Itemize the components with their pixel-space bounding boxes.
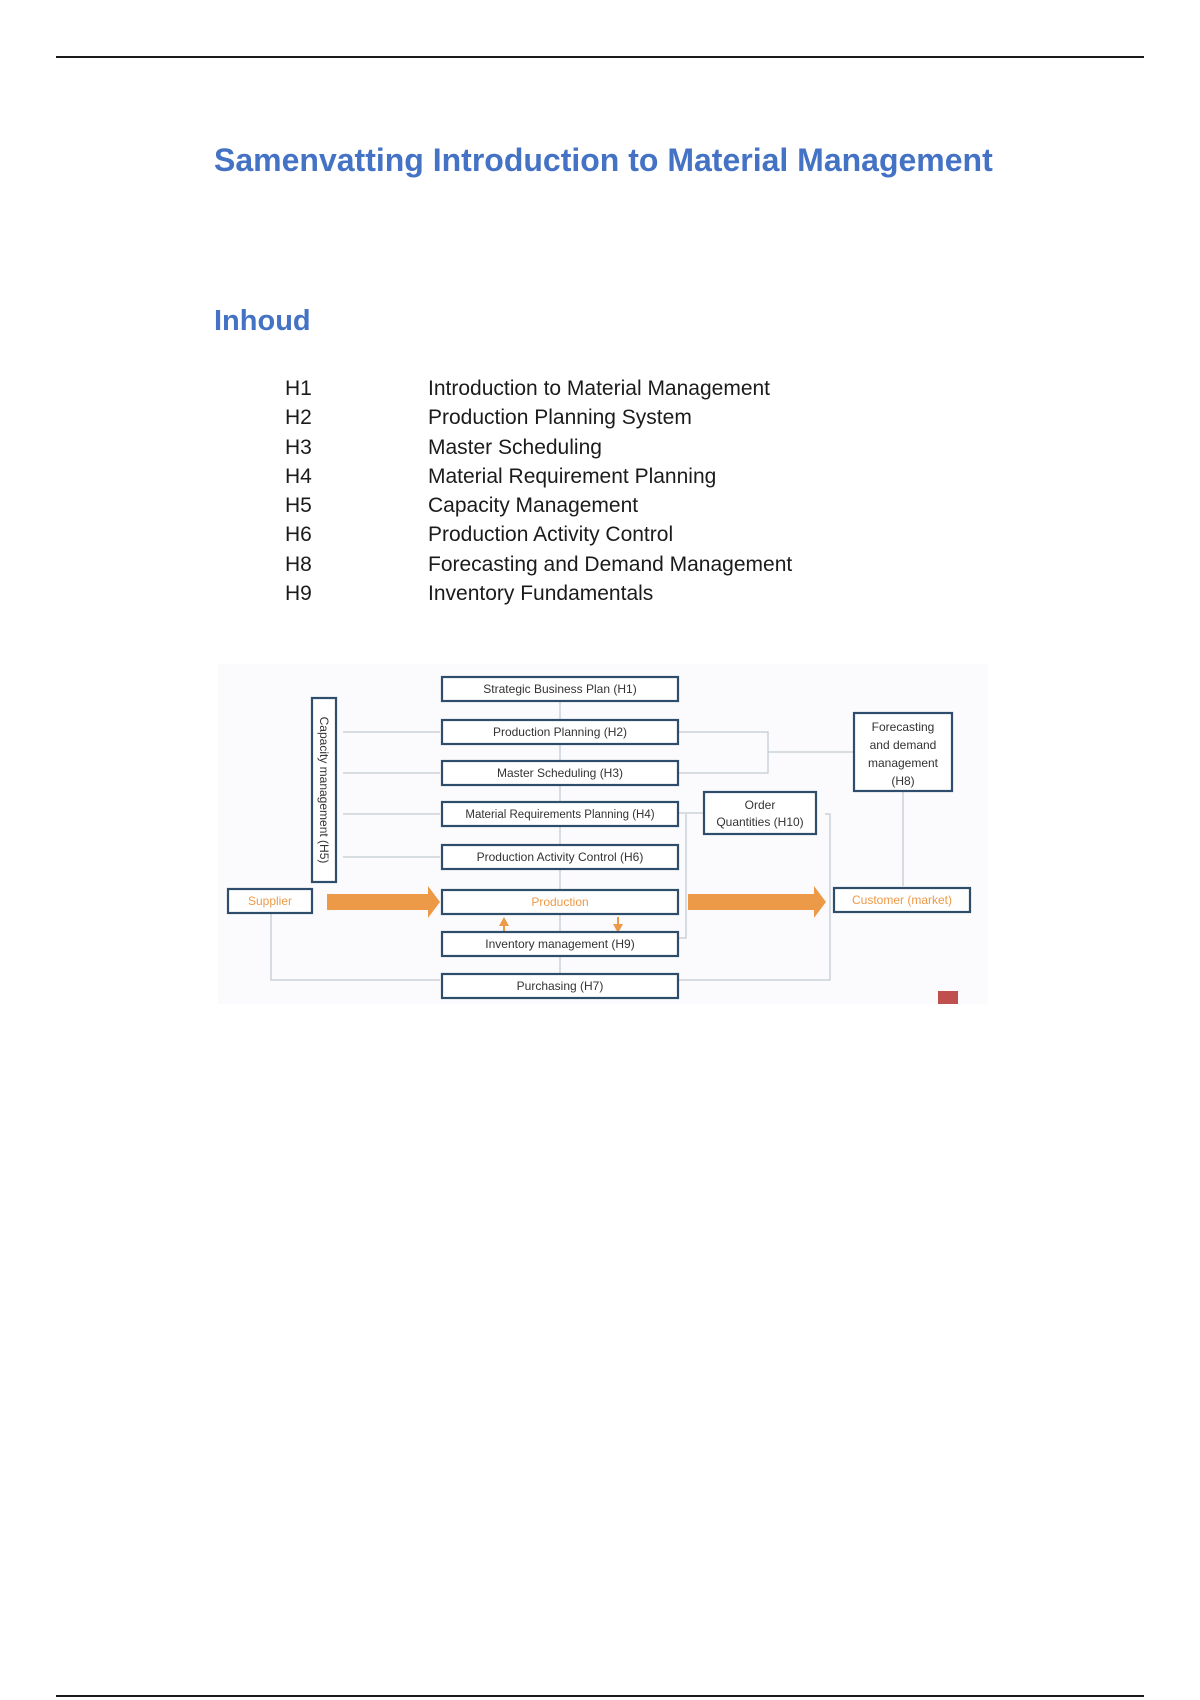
toc-entry [285, 520, 792, 549]
production-planning-box [442, 720, 678, 744]
toc-heading: Inhoud [214, 305, 311, 337]
slide-marker-icon [938, 991, 958, 1004]
toc-entry-number: H9 [285, 582, 312, 606]
order-quantities-label-line2: Quantities (H10) [716, 815, 804, 829]
toc-entry [285, 433, 792, 462]
toc-entry-number: H4 [285, 464, 312, 488]
supplier-box [228, 889, 312, 913]
toc-entry-title: Inventory Fundamentals [428, 582, 654, 606]
forecasting-label-line3: management [867, 756, 939, 770]
footer-rule [56, 1695, 1144, 1697]
customer-box [834, 888, 970, 912]
master-scheduling-box [442, 761, 678, 785]
toc-entry [285, 374, 792, 403]
pac-label: Production Activity Control (H6) [476, 850, 644, 864]
toc-entry [285, 403, 792, 432]
toc-entry-number: H3 [285, 435, 312, 459]
toc-entry-number: H5 [285, 494, 312, 518]
toc-entry-title: Material Requirement Planning [428, 464, 717, 488]
order-quantities-label-line1: Order [744, 798, 776, 812]
mrp-label: Material Requirements Planning (H4) [465, 809, 655, 821]
forecasting-label-line2: and demand [869, 738, 937, 752]
order-quantities-box [704, 792, 816, 834]
toc-entry-title: Master Scheduling [428, 435, 602, 459]
toc-entry-number: H8 [285, 552, 312, 576]
purchasing-box [442, 974, 678, 998]
production-label: Production [531, 895, 589, 909]
toc-entry [285, 550, 792, 579]
toc-entry-number: H2 [285, 406, 312, 430]
pac-box [442, 845, 678, 869]
supplier-label: Supplier [247, 894, 293, 908]
inventory-label: Inventory management (H9) [485, 937, 635, 951]
forecasting-label-line4: (H8) [891, 774, 915, 788]
purchasing-label: Purchasing (H7) [516, 979, 604, 993]
toc-entry-title: Production Activity Control [428, 523, 674, 547]
mrp-box [442, 802, 678, 826]
toc-entry-number: H1 [285, 377, 312, 400]
forecasting-label-line1: Forecasting [871, 720, 935, 734]
strategic-plan-box [442, 677, 678, 701]
forecasting-box [854, 713, 952, 791]
production-planning-label: Production Planning (H2) [492, 725, 628, 739]
toc-entry-number: H6 [285, 523, 312, 547]
customer-label: Customer (market) [851, 893, 953, 907]
document-title: Samenvatting Introduction to Material Management [214, 142, 993, 178]
inventory-box [442, 932, 678, 956]
production-box [442, 890, 678, 914]
toc-entry [285, 579, 792, 608]
toc-entry-title: Production Planning System [428, 406, 692, 430]
material-management-diagram [218, 664, 988, 1004]
toc-entry [285, 462, 792, 491]
toc-entry-title: Forecasting and Demand Management [428, 552, 793, 576]
table-of-contents [285, 374, 792, 608]
capacity-management-label: Capacity management (H5) [317, 716, 331, 864]
master-scheduling-label: Master Scheduling (H3) [496, 766, 624, 780]
toc-entry-title: Introduction to Material Management [428, 377, 771, 400]
toc-entry [285, 491, 792, 520]
header-rule [56, 56, 1144, 58]
capacity-management-box [312, 698, 336, 882]
toc-entry-title: Capacity Management [428, 494, 639, 518]
strategic-plan-label: Strategic Business Plan (H1) [483, 682, 637, 696]
